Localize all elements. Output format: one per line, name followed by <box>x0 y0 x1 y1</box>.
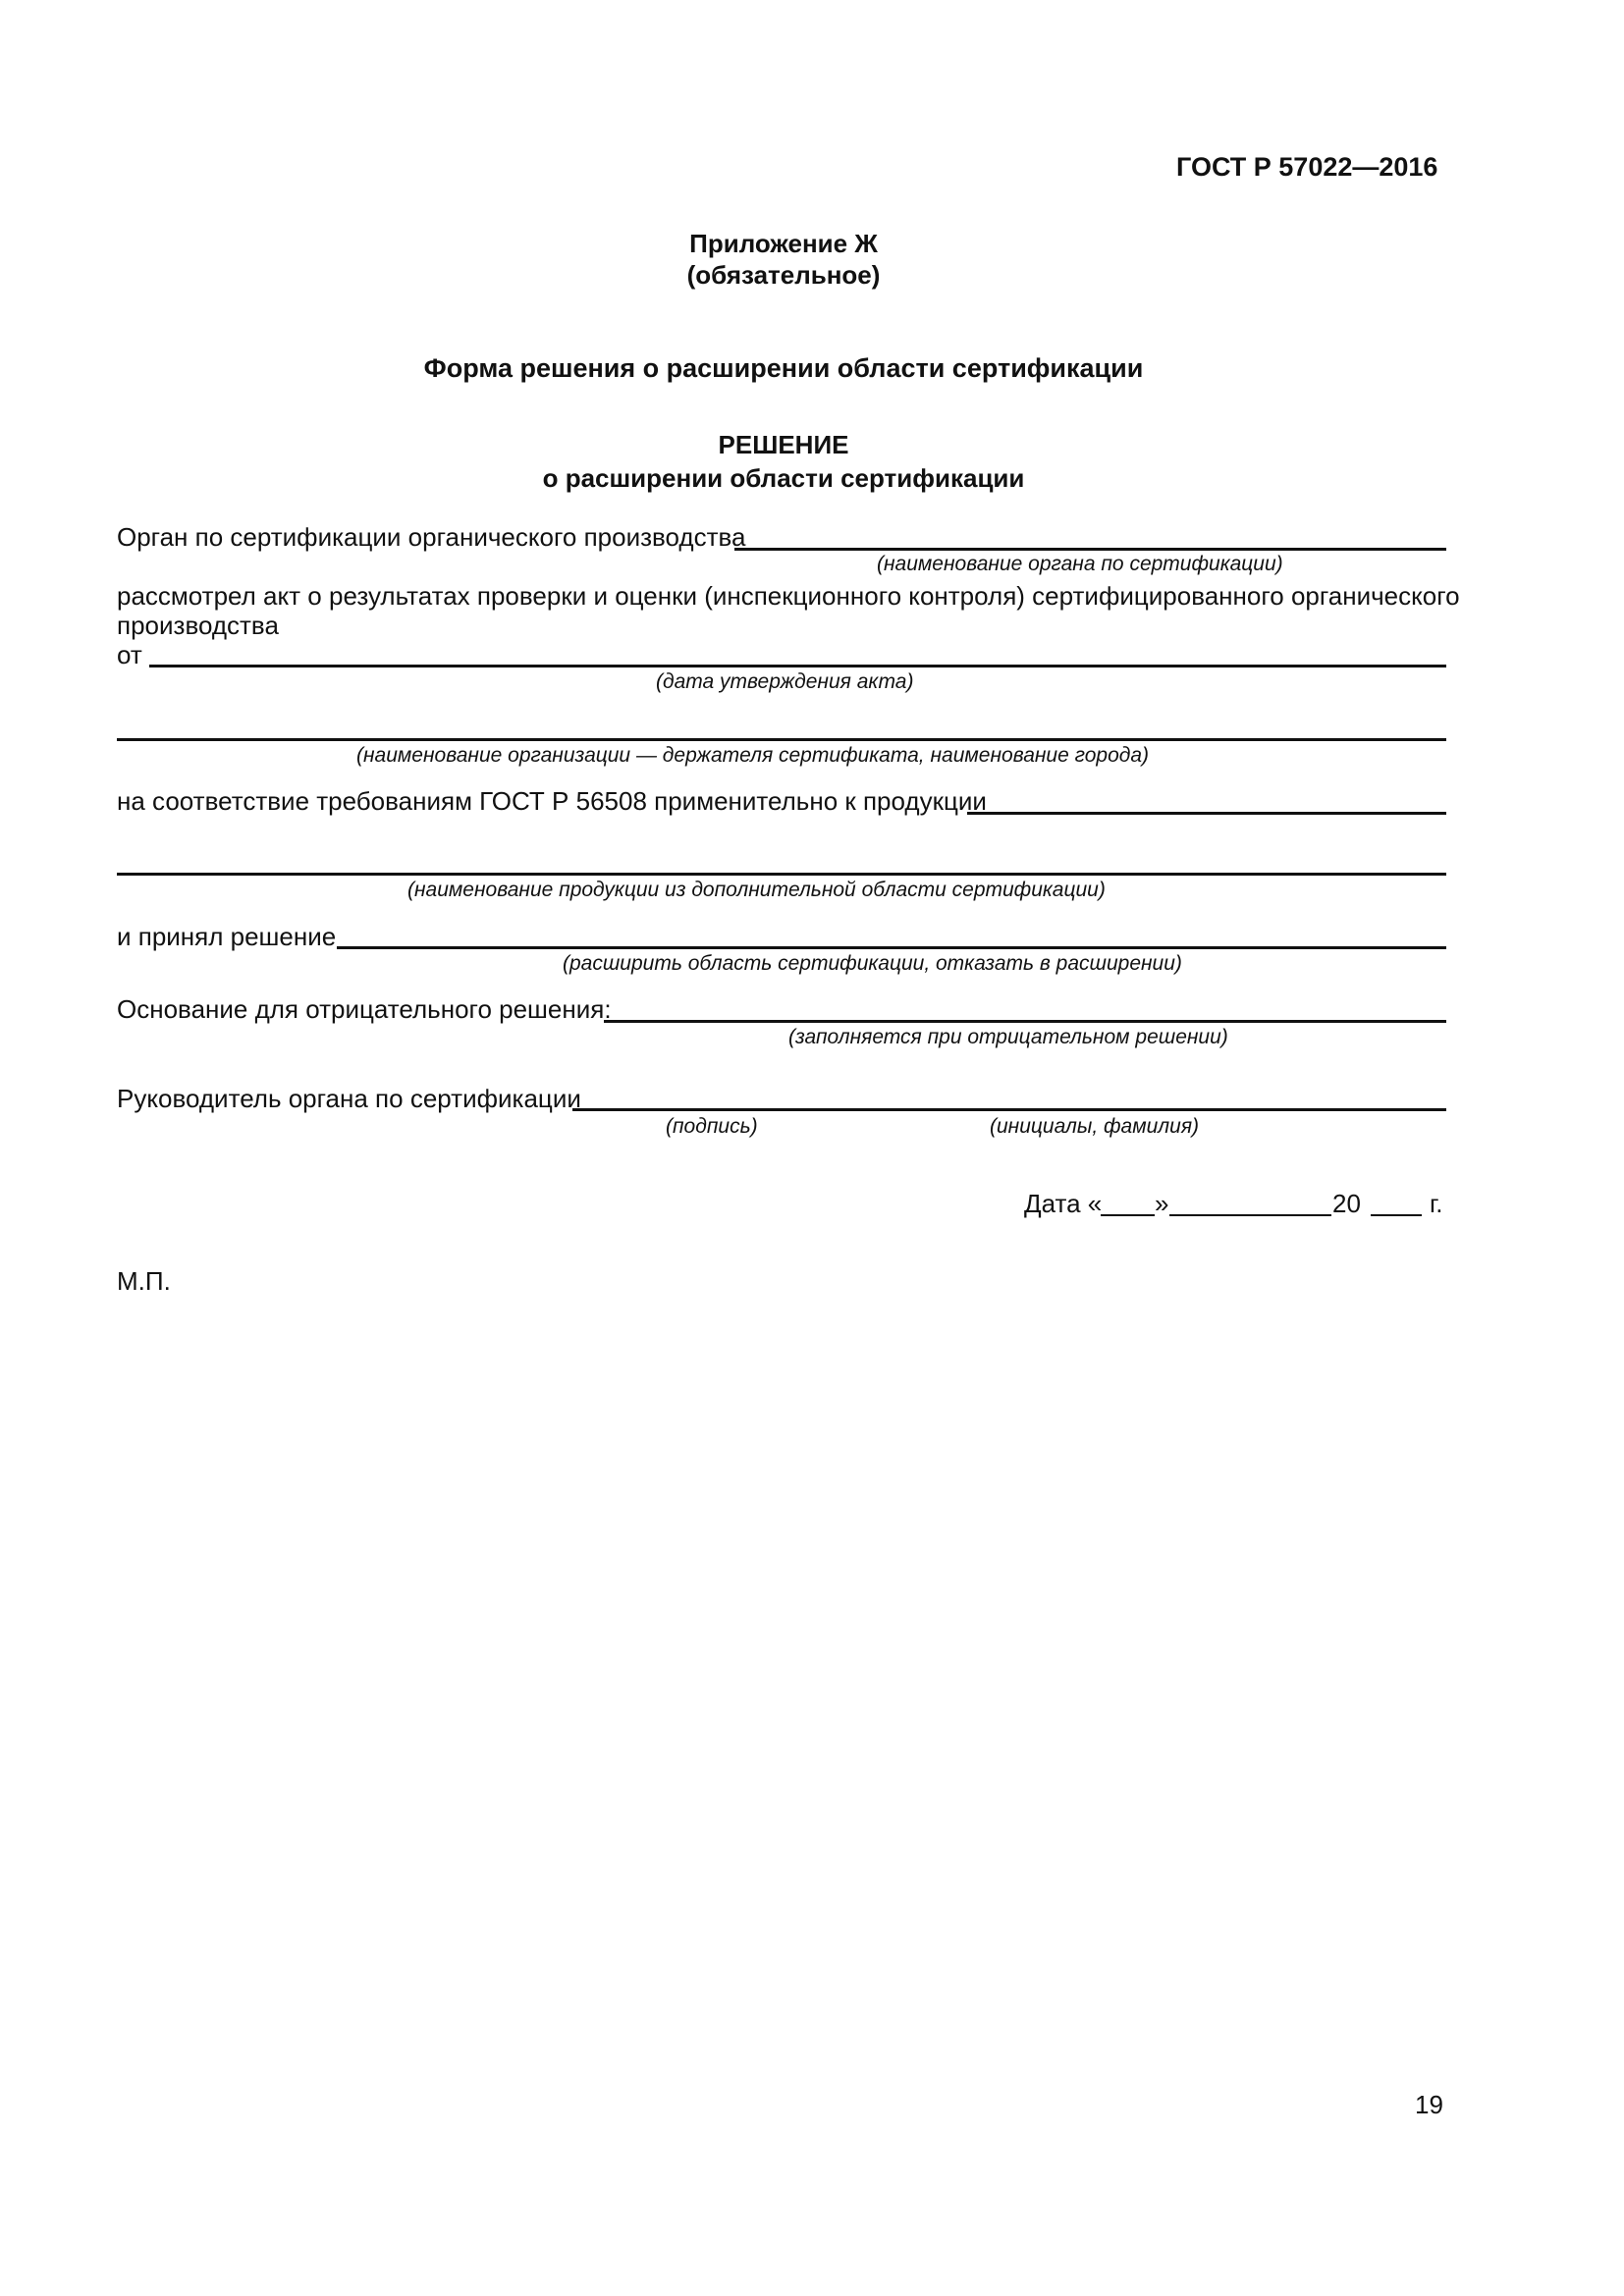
date-year-prefix: 20 <box>1332 1189 1361 1218</box>
product-input-line-1[interactable] <box>967 812 1446 815</box>
act-date-input-line[interactable] <box>149 665 1446 667</box>
holder-caption: (наименование организации — держателя сертификата, наименование города) <box>356 744 1150 767</box>
form-title: Форма решения о расширении области сертификации <box>423 353 1144 383</box>
appendix-status: (обязательное) <box>686 260 881 290</box>
product-input-line-2[interactable] <box>117 873 1446 876</box>
decision-label: и принял решение <box>117 922 337 951</box>
reviewed-text-2: производства <box>117 611 279 640</box>
standard-code: ГОСТ Р 57022—2016 <box>1176 152 1438 182</box>
date-year-input-line[interactable] <box>1371 1214 1422 1216</box>
seal-mark: М.П. <box>117 1266 171 1296</box>
head-label: Руководитель органа по сертификации <box>117 1084 581 1113</box>
negative-input-line[interactable] <box>604 1020 1446 1023</box>
organ-label: Орган по сертификации органического производства <box>117 522 746 552</box>
decision-title: РЕШЕНИЕ <box>718 430 849 459</box>
date-label: Дата « <box>1024 1189 1103 1218</box>
negative-label: Основание для отрицательного решения: <box>117 994 612 1024</box>
organ-caption: (наименование органа по сертификации) <box>877 553 1283 575</box>
date-year-suffix: г. <box>1430 1189 1443 1218</box>
organ-input-line[interactable] <box>734 548 1446 551</box>
signature-caption: (подпись) <box>666 1115 758 1138</box>
date-close-quote: » <box>1155 1189 1169 1218</box>
reviewed-text: рассмотрел акт о результатах проверки и оценки (инспекционного контроля) сертифицированного органического <box>117 581 1460 611</box>
from-label: от <box>117 640 142 669</box>
product-caption: (наименование продукции из дополнительной области сертификации) <box>407 879 1106 901</box>
negative-caption: (заполняется при отрицательном решении) <box>788 1026 1228 1048</box>
decision-input-line[interactable] <box>337 946 1446 949</box>
decision-subtitle: о расширении области сертификации <box>542 463 1025 493</box>
name-caption: (инициалы, фамилия) <box>990 1115 1200 1138</box>
date-month-input-line[interactable] <box>1169 1214 1331 1216</box>
holder-input-line[interactable] <box>117 738 1446 741</box>
appendix-title: Приложение Ж <box>689 229 878 258</box>
signature-input-line[interactable] <box>572 1108 1446 1111</box>
page-number: 19 <box>1415 2090 1443 2119</box>
compliance-label: на соответствие требованиям ГОСТ Р 56508 применительно к продукции <box>117 786 987 816</box>
act-date-caption: (дата утверждения акта) <box>656 670 914 693</box>
decision-caption: (расширить область сертификации, отказать в расширении) <box>563 952 1182 975</box>
date-day-input-line[interactable] <box>1101 1214 1155 1216</box>
